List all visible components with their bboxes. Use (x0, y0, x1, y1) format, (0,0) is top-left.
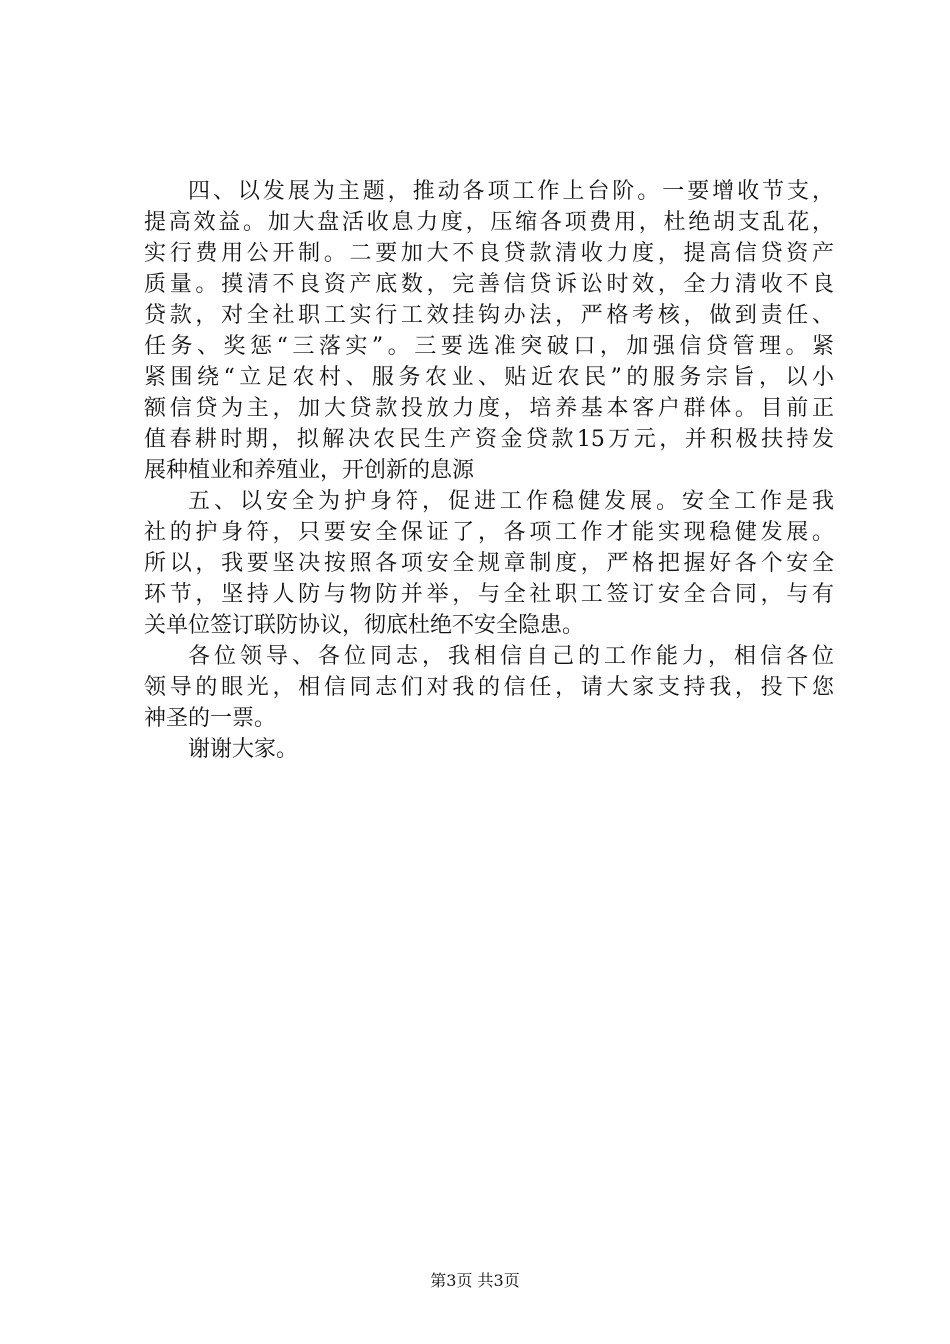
paragraph-4-line-10: 展种植业和养殖业，开创新的息源 (144, 458, 475, 483)
thanks-line: 谢谢大家。 (188, 737, 299, 762)
paragraph-4-line-6: 任务、奖惩“三落实”。三要选准突破口，加强信贷管理。紧 (144, 334, 834, 359)
paragraph-4-line-8: 额信贷为主，加大贷款投放力度，培养基本客户群体。目前正 (144, 396, 834, 421)
paragraph-5-line-4: 环节，坚持人防与物防并举，与全社职工签订安全合同，与有 (144, 582, 834, 607)
paragraph-5-line-2: 社的护身符，只要安全保证了，各项工作才能实现稳健发展。 (144, 520, 834, 545)
paragraph-4-line-7: 紧围绕“立足农村、服务农业、贴近农民”的服务宗旨，以小 (144, 365, 834, 390)
closing-paragraph-line-1: 各位领导、各位同志，我相信自己的工作能力，相信各位 (188, 644, 834, 669)
paragraph-4-line-1: 四、以发展为主题，推动各项工作上台阶。一要增收节支， (188, 179, 834, 204)
document-body (144, 176, 834, 765)
paragraph-5-line-1: 五、以安全为护身符，促进工作稳健发展。安全工作是我 (188, 489, 834, 514)
closing-paragraph-line-2: 领导的眼光，相信同志们对我的信任，请大家支持我，投下您 (144, 675, 834, 700)
paragraph-4-line-5: 贷款，对全社职工实行工效挂钩办法，严格考核，做到责任、 (144, 303, 834, 328)
paragraph-4-line-3: 实行费用公开制。二要加大不良贷款清收力度，提高信贷资产 (144, 241, 834, 266)
paragraph-4-line-9: 值春耕时期，拟解决农民生产资金贷款15万元，并积极扶持发 (144, 427, 834, 452)
page-footer: 第3页 共3页 (430, 1271, 520, 1290)
paragraph-5-line-3: 所以，我要坚决按照各项安全规章制度，严格把握好各个安全 (144, 551, 834, 576)
paragraph-4-line-4: 质量。摸清不良资产底数，完善信贷诉讼时效，全力清收不良 (144, 272, 834, 297)
paragraph-5-line-5: 关单位签订联防协议，彻底杜绝不安全隐患。 (144, 613, 585, 638)
closing-paragraph-line-3: 神圣的一票。 (144, 706, 277, 731)
paragraph-4-line-2: 提高效益。加大盘活收息力度，压缩各项费用，杜绝胡支乱花， (144, 210, 834, 235)
